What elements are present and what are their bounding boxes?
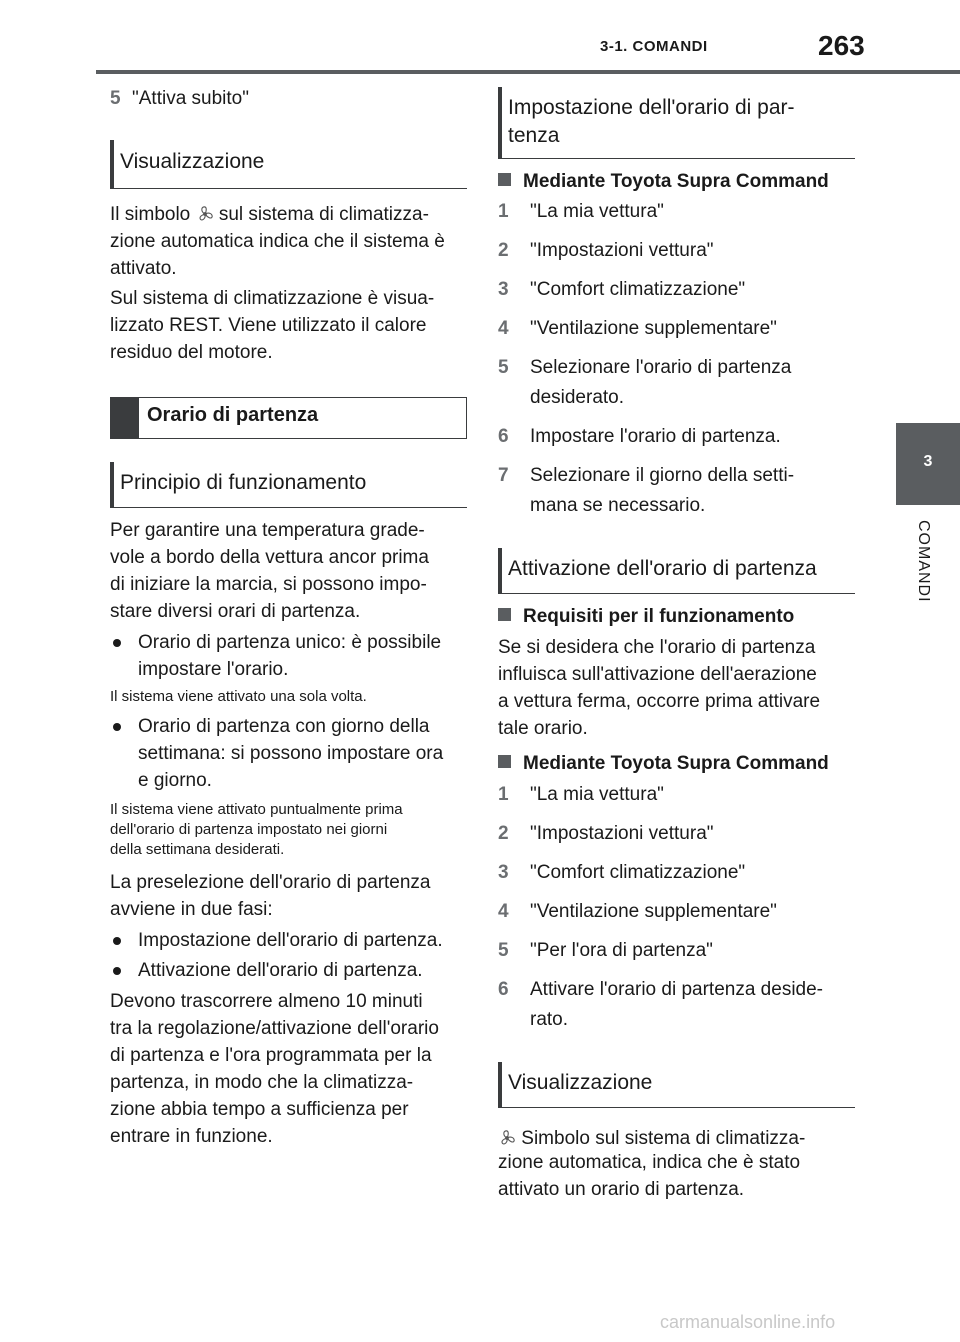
running-header-section: 3-1. COMANDI bbox=[600, 38, 708, 55]
paragraph-line: a vettura ferma, occorre prima attivare bbox=[498, 691, 821, 712]
step-number: 3 bbox=[498, 862, 509, 883]
subheading: Mediante Toyota Supra Command bbox=[498, 168, 829, 195]
chapter-label bbox=[902, 520, 942, 620]
box-heading-text: Orario di partenza bbox=[147, 404, 319, 426]
paragraph-line: Il simbolo sul sistema di climatizza- bbox=[110, 204, 429, 225]
bullet-dot-icon bbox=[113, 937, 121, 945]
paragraph-line: La preselezione dell'orario di partenza bbox=[110, 872, 431, 893]
square-marker-icon bbox=[498, 608, 511, 621]
page-number: 263 bbox=[818, 30, 865, 61]
note-line: Il sistema viene attivato puntualmente prima bbox=[110, 801, 403, 818]
section-heading-principio bbox=[110, 462, 467, 508]
paragraph-line: tale orario. bbox=[498, 718, 588, 739]
step-text: Selezionare il giorno della setti- bbox=[530, 465, 795, 486]
subheading: Mediante Toyota Supra Command bbox=[498, 750, 829, 777]
subheading: Requisiti per il funzionamento bbox=[498, 603, 794, 630]
step-number: 5 bbox=[110, 88, 121, 109]
note-line: Il sistema viene attivato una sola volta. bbox=[110, 688, 367, 705]
section-heading-visualizzazione-2 bbox=[498, 1062, 855, 1108]
watermark-text: carmanualsonline.info bbox=[660, 1312, 836, 1332]
step-text: rato. bbox=[530, 1009, 569, 1030]
paragraph-line: Devono trascorrere almeno 10 minuti bbox=[110, 991, 423, 1012]
heading-text: Visualizzazione bbox=[120, 150, 265, 173]
step-number: 3 bbox=[498, 279, 509, 300]
step-text: "Ventilazione supplementare" bbox=[530, 901, 777, 922]
section-heading-attivazione bbox=[498, 548, 855, 594]
step-number: 1 bbox=[498, 201, 509, 222]
bullet-dot-icon bbox=[113, 639, 121, 647]
step-text: "La mia vettura" bbox=[530, 201, 664, 222]
step-text: Impostare l'orario di partenza. bbox=[530, 426, 781, 447]
bullet-dot-icon bbox=[113, 723, 121, 731]
paragraph-line: attivato un orario di partenza. bbox=[498, 1179, 745, 1200]
paragraph-line: Simbolo sul sistema di climatizza- bbox=[498, 1125, 805, 1152]
paragraph-line: di iniziare la marcia, si possono impo- bbox=[110, 574, 427, 595]
step-number: 1 bbox=[498, 784, 509, 805]
fan-icon bbox=[196, 205, 214, 223]
paragraph-line: attivato. bbox=[110, 258, 177, 279]
step-number: 4 bbox=[498, 318, 509, 339]
step-number: 2 bbox=[498, 240, 509, 261]
heading-text: Principio di funzionamento bbox=[120, 471, 367, 494]
paragraph-line: vole a bordo della vettura ancor prima bbox=[110, 547, 429, 568]
paragraph-line: avviene in due fasi: bbox=[110, 899, 273, 920]
step-text: desiderato. bbox=[530, 387, 625, 408]
note-line: dell'orario di partenza impostato nei giorni bbox=[110, 821, 388, 838]
step-text: Selezionare l'orario di partenza bbox=[530, 357, 792, 378]
paragraph-line: influisca sull'attivazione dell'aerazione bbox=[498, 664, 817, 685]
paragraph-line: Sul sistema di climatizzazione è visua- bbox=[110, 288, 435, 309]
paragraph-line: zione automatica, indica che è stato bbox=[498, 1152, 801, 1173]
chapter-label-text: COMANDI bbox=[915, 520, 932, 603]
heading-text: tenza bbox=[508, 124, 560, 147]
step-text: "Per l'ora di partenza" bbox=[530, 940, 713, 961]
header-rule bbox=[96, 70, 960, 74]
paragraph-line: tra la regolazione/attivazione dell'orario bbox=[110, 1018, 439, 1039]
paragraph-line: lizzato REST. Viene utilizzato il calore bbox=[110, 315, 427, 336]
heading-text: Impostazione dell'orario di par- bbox=[508, 96, 795, 119]
step-number: 6 bbox=[498, 426, 509, 447]
heading-text: Attivazione dell'orario di partenza bbox=[508, 557, 817, 580]
square-marker-icon bbox=[498, 173, 511, 186]
step-number: 5 bbox=[498, 357, 509, 378]
section-heading-impostazione bbox=[498, 87, 855, 159]
step-text: "Impostazioni vettura" bbox=[530, 823, 714, 844]
paragraph-line: entrare in funzione. bbox=[110, 1126, 273, 1147]
step-number: 7 bbox=[498, 465, 509, 486]
step-number: 4 bbox=[498, 901, 509, 922]
chapter-tab: 3 bbox=[896, 423, 960, 505]
paragraph-line: stare diversi orari di partenza. bbox=[110, 601, 361, 622]
paragraph-line: di partenza e l'ora programmata per la bbox=[110, 1045, 432, 1066]
paragraph-line: Se si desidera che l'orario di partenza bbox=[498, 637, 816, 658]
step-text: Attivare l'orario di partenza deside- bbox=[530, 979, 823, 1000]
step-text: "Impostazioni vettura" bbox=[530, 240, 714, 261]
step-text: "La mia vettura" bbox=[530, 784, 664, 805]
note-line: della settimana desiderati. bbox=[110, 841, 285, 858]
fan-icon bbox=[498, 1129, 516, 1147]
paragraph-line: zione abbia tempo a sufficienza per bbox=[110, 1099, 409, 1120]
chapter-subheading-box bbox=[110, 397, 467, 439]
square-marker-icon bbox=[498, 755, 511, 768]
step-number: 2 bbox=[498, 823, 509, 844]
step-text: "Comfort climatizzazione" bbox=[530, 279, 746, 300]
heading-text: Visualizzazione bbox=[508, 1071, 653, 1094]
step-number: 6 bbox=[498, 979, 509, 1000]
bullet-dot-icon bbox=[113, 967, 121, 975]
heading-marker bbox=[111, 398, 139, 438]
step-text: mana se necessario. bbox=[530, 495, 706, 516]
paragraph-line: zione automatica indica che il sistema è bbox=[110, 231, 445, 252]
step-text: "Ventilazione supplementare" bbox=[530, 318, 777, 339]
paragraph-line: residuo del motore. bbox=[110, 342, 273, 363]
paragraph-line: partenza, in modo che la climatizza- bbox=[110, 1072, 414, 1093]
section-heading-visualizzazione bbox=[110, 140, 467, 189]
step-text: "Comfort climatizzazione" bbox=[530, 862, 746, 883]
paragraph-line: Per garantire una temperatura grade- bbox=[110, 520, 425, 541]
step-text: "Attiva subito" bbox=[132, 88, 249, 109]
step-number: 5 bbox=[498, 940, 509, 961]
